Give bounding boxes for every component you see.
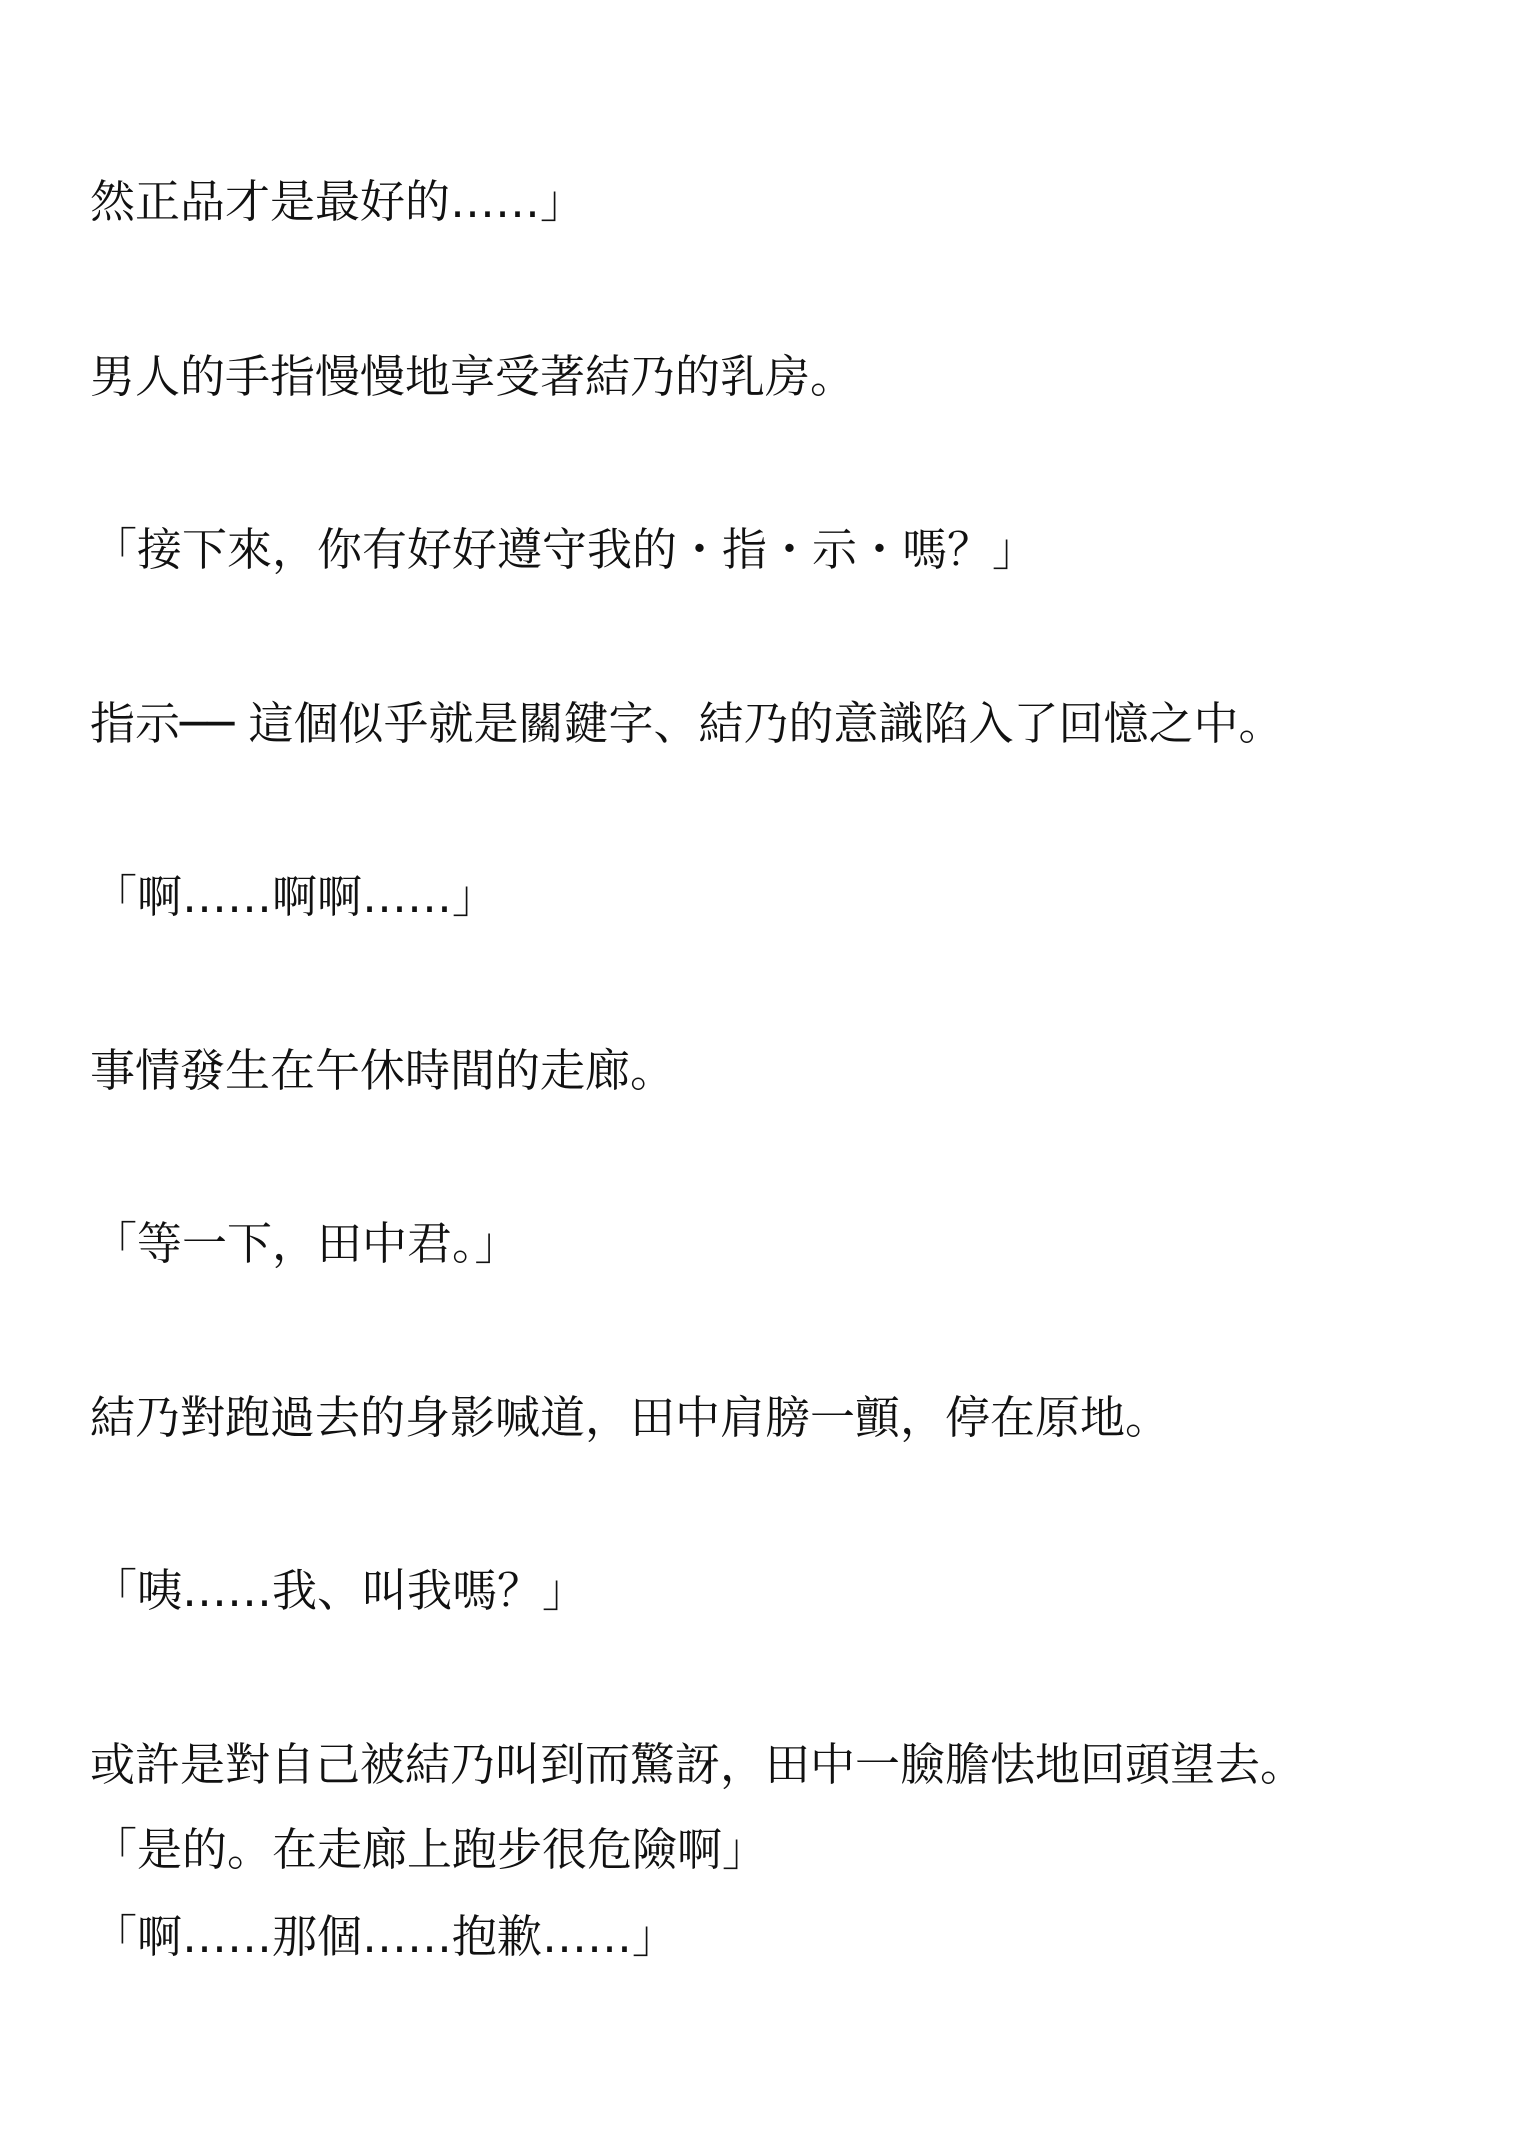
text-line: 事情發生在午休時間的走廊。 [90,1044,676,1097]
dialogue-line: 「啊……那個……抱歉……」 [92,1910,678,1963]
text-line: 指示── 這個似乎就是關鍵字、結乃的意識陷入了回憶之中。 [90,697,1284,750]
text-line: 結乃對跑過去的身影喊道，田中肩膀一顫，停在原地。 [90,1391,1171,1444]
dialogue-line: 「咦……我、叫我嗎？」 [92,1564,588,1617]
dialogue-line: 「等一下，田中君。」 [92,1217,520,1270]
text-line: 或許是對自己被結乃叫到而驚訝，田中一臉膽怯地回頭望去。 [90,1738,1306,1791]
dialogue-line: 「是的。在走廊上跑步很危險啊」 [92,1823,768,1876]
dialogue-line: 「接下來，你有好好遵守我的・指・示・嗎？」 [92,523,1038,576]
text-line: 然正品才是最好的……」 [90,175,586,228]
text-line: 男人的手指慢慢地享受著結乃的乳房。 [90,350,856,403]
dialogue-line: 「啊……啊啊……」 [92,870,498,923]
